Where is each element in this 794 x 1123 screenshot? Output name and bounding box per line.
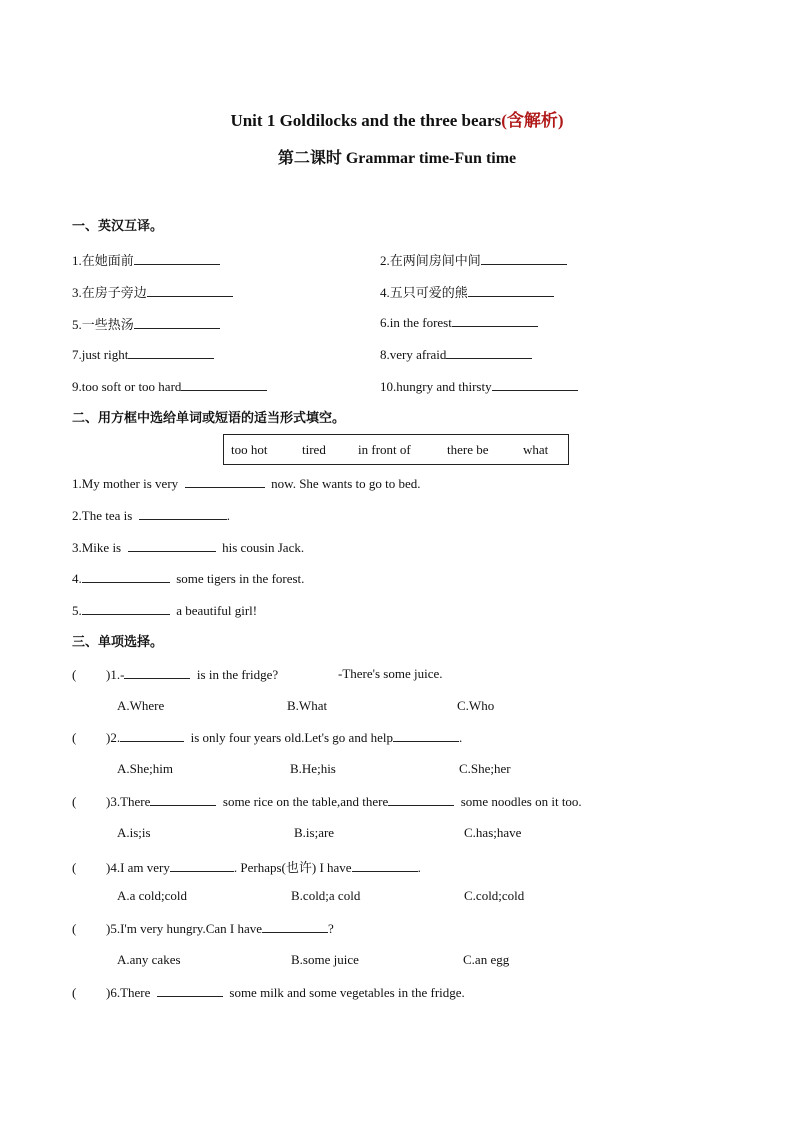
answer-blank[interactable] [82,570,170,583]
s1-item-9: 9.too soft or too hard [72,378,267,395]
answer-blank[interactable] [446,346,532,359]
answer-paren[interactable]: ( [72,985,77,1000]
section-1-heading: 一、英汉互译。 [72,219,164,234]
answer-blank[interactable] [82,602,170,615]
s1-item-1: 1.在她面前 [72,250,220,269]
mc-option-c[interactable]: C.She;her [459,761,511,776]
section-2-heading: 二、用方框中选给单词或短语的适当形式填空。 [72,411,346,426]
word-option: tired [302,442,326,457]
mc-option-a[interactable]: A.Where [117,698,165,713]
s2-question-1: 1.My mother is very now. She wants to go to bed. [72,476,421,491]
mc-question-1-reply: -There's some juice. [338,666,443,681]
mc-option-b[interactable]: B.is;are [294,825,335,840]
mc-option-c[interactable]: C.cold;cold [464,888,525,903]
answer-blank[interactable] [124,666,190,679]
mc-option-a[interactable]: A.She;him [117,761,173,776]
word-option: there be [447,442,489,457]
answer-blank[interactable] [185,475,265,488]
mc-question-4: ( )4.I am very . Perhaps(也许) I have . [72,860,421,875]
answer-blank[interactable] [147,284,233,297]
mc-question-2: ( )2. is only four years old.Let's go and help . [72,730,463,745]
page-title [0,106,794,131]
mc-option-b[interactable]: B.cold;a cold [291,888,361,903]
section-3-heading: 三、单项选择。 [72,635,164,650]
answer-blank[interactable] [262,920,328,933]
answer-blank[interactable] [481,252,567,265]
s1-item-8: 8.very afraid [380,346,532,363]
word-option: what [523,442,549,457]
s2-question-2: 2.The tea is . [72,508,231,523]
word-option: too hot [231,442,268,457]
answer-blank[interactable] [452,314,538,327]
answer-blank[interactable] [128,539,216,552]
mc-question-6: ( )6.There some milk and some vegetables in the fridge. [72,985,465,1000]
answer-paren[interactable]: ( [72,921,77,936]
answer-paren[interactable]: ( [72,860,77,875]
mc-option-c[interactable]: C.Who [457,698,495,713]
mc-question-5: ( )5.I'm very hungry.Can I have ? [72,921,334,936]
mc-option-b[interactable]: B.He;his [290,761,336,776]
answer-blank[interactable] [352,859,418,872]
mc-option-c[interactable]: C.an egg [463,952,510,967]
s2-question-4: 4. some tigers in the forest. [72,571,305,586]
answer-blank[interactable] [128,346,214,359]
answer-paren[interactable]: ( [72,730,77,745]
answer-blank[interactable] [181,378,267,391]
answer-blank[interactable] [468,284,554,297]
s1-item-7: 7.just right [72,346,214,363]
mc-option-b[interactable]: B.What [287,698,328,713]
mc-option-a[interactable]: A.a cold;cold [117,888,188,903]
s1-item-5: 5.一些热汤 [72,314,220,333]
page-subtitle: 第二课时 Grammar time-Fun time [277,150,517,167]
answer-blank[interactable] [492,378,578,391]
s2-question-3: 3.Mike is his cousin Jack. [72,540,305,555]
s1-item-6: 6.in the forest [380,314,538,331]
s1-item-4: 4.五只可爱的熊 [380,282,554,301]
answer-blank[interactable] [139,507,227,520]
answer-paren[interactable]: ( [72,794,77,809]
answer-blank[interactable] [134,252,220,265]
mc-option-a[interactable]: A.is;is [117,825,151,840]
mc-question-1: ( )1.- is in the fridge? [72,667,279,682]
s1-item-2: 2.在两间房间中间 [380,250,567,269]
title-main: Unit 1 Goldilocks and the three bears [230,111,502,130]
title-suffix: (含解析) [501,111,564,130]
word-option: in front of [358,442,411,457]
answer-blank[interactable] [157,984,223,997]
mc-option-b[interactable]: B.some juice [291,952,359,967]
answer-paren[interactable]: ( [72,667,77,682]
mc-option-a[interactable]: A.any cakes [117,952,181,967]
mc-option-c[interactable]: C.has;have [464,825,522,840]
answer-blank[interactable] [388,793,454,806]
answer-blank[interactable] [393,729,459,742]
word-box [223,434,569,465]
answer-blank[interactable] [170,859,234,872]
answer-blank[interactable] [134,316,220,329]
s1-item-10: 10.hungry and thirsty [380,378,578,395]
answer-blank[interactable] [150,793,216,806]
s1-item-3: 3.在房子旁边 [72,282,233,301]
s2-question-5: 5. a beautiful girl! [72,603,258,618]
mc-question-3: ( )3.There some rice on the table,and there some noodles on it too. [72,794,582,809]
answer-blank[interactable] [120,729,184,742]
